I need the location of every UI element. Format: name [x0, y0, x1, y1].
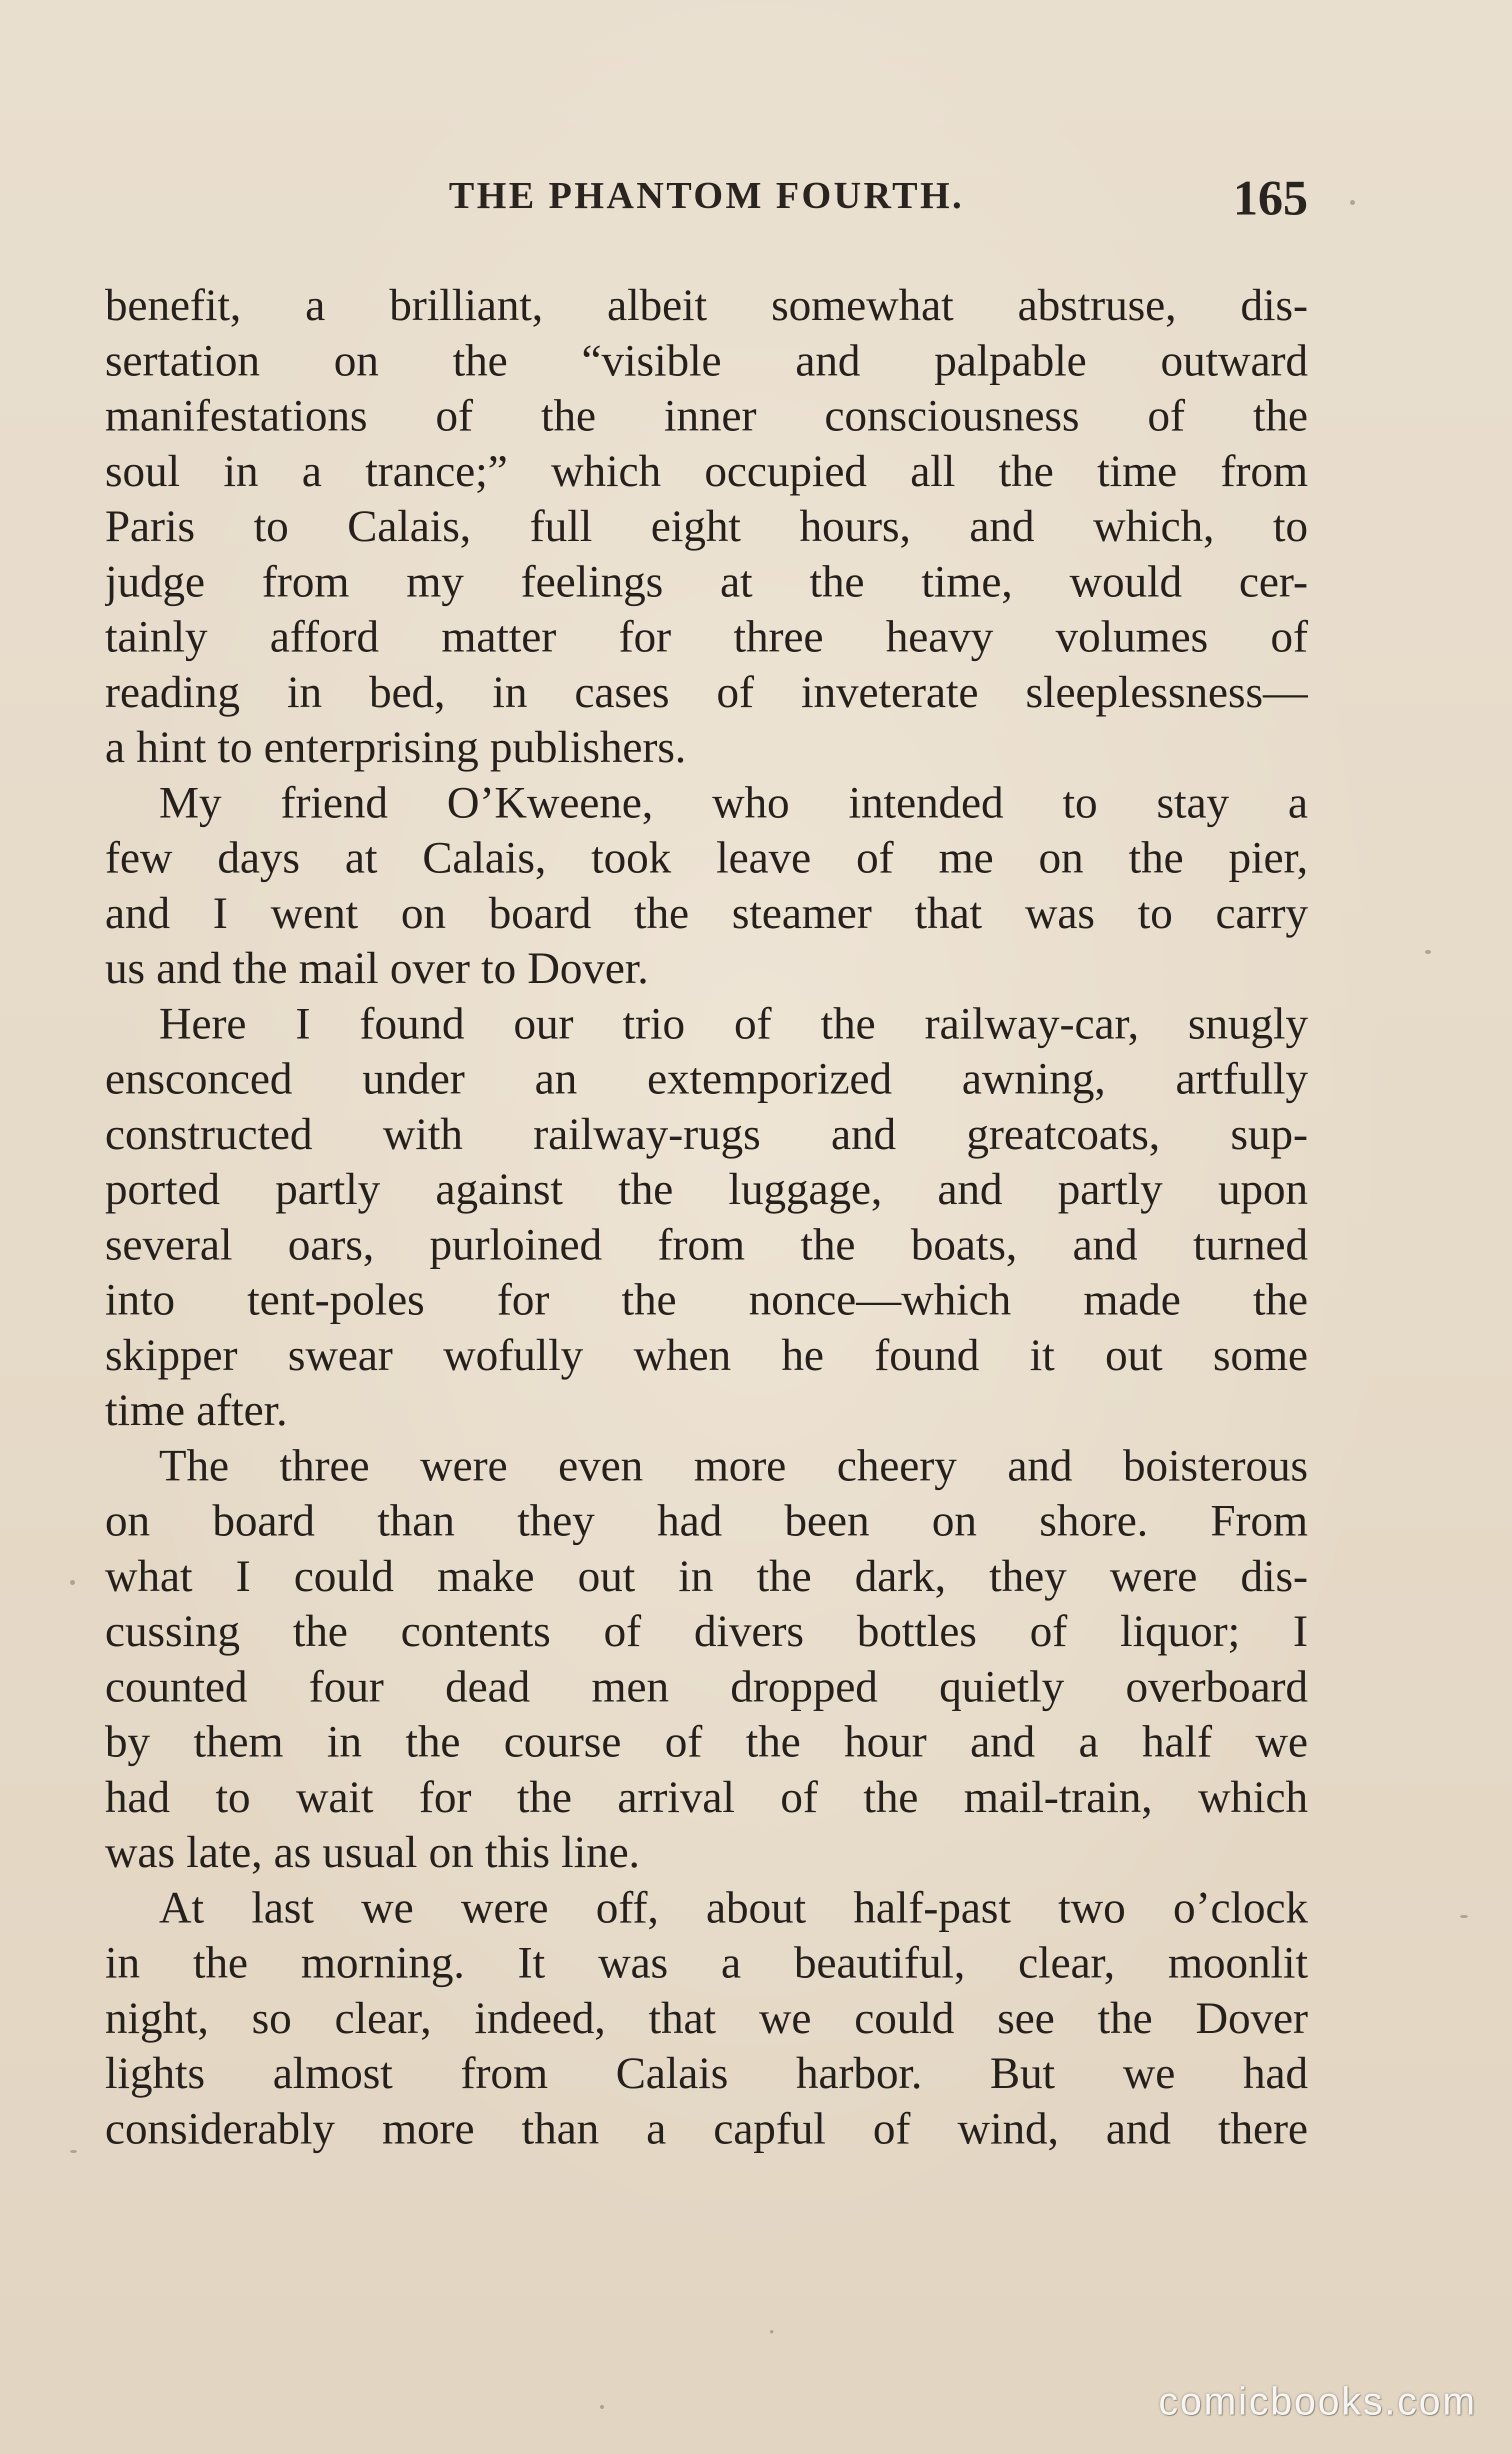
text-line: was late, as usual on this line.	[105, 1828, 640, 1877]
text-line: a hint to enterprising publishers.	[105, 722, 686, 772]
paper-speck	[600, 2405, 604, 2409]
text-line: in the morning. It was a beautiful, clear, moonlit	[105, 1938, 1308, 1988]
text-line: judge from my feelings at the time, would cer-	[105, 556, 1308, 606]
text-line: reading in bed, in cases of inveterate sleeplessness—	[105, 667, 1308, 717]
text-line: manifestations of the inner consciousness of the	[105, 391, 1308, 440]
text-line: cussing the contents of divers bottles of liquor; I	[105, 1606, 1308, 1656]
text-line: lights almost from Calais harbor. But we had	[105, 2048, 1308, 2098]
text-line: ensconced under an extemporized awning, artfully	[105, 1054, 1308, 1104]
text-line: counted four dead men dropped quietly overboard	[105, 1662, 1308, 1712]
paper-speck	[770, 2330, 774, 2334]
paper-speck	[70, 1580, 75, 1585]
text-line: sertation on the “visible and palpable outward	[105, 336, 1308, 386]
text-line: benefit, a brilliant, albeit somewhat abstruse, dis-	[105, 280, 1308, 330]
text-line: on board than they had been on shore. From	[105, 1496, 1308, 1546]
body-text	[105, 278, 1308, 2156]
text-line: Paris to Calais, full eight hours, and which, to	[105, 502, 1308, 551]
text-line: ported partly against the luggage, and partly upon	[105, 1164, 1308, 1214]
paper-speck	[1350, 200, 1355, 205]
watermark-logo: comicbooks.com	[1158, 2379, 1477, 2423]
paragraph-5	[105, 1880, 1308, 2157]
paper-speck	[1460, 1915, 1468, 1918]
text-line: Here I found our trio of the railway-car, snugly	[159, 998, 1308, 1048]
page-number: 165	[1233, 170, 1308, 226]
text-line: us and the mail over to Dover.	[105, 944, 649, 993]
text-line: several oars, purloined from the boats, and turned	[105, 1220, 1308, 1270]
paper-speck	[70, 2150, 77, 2153]
text-line: time after.	[105, 1386, 288, 1435]
text-line: constructed with railway-rugs and greatcoats, sup-	[105, 1109, 1308, 1159]
text-line: The three were even more cheery and boisterous	[159, 1440, 1308, 1490]
paragraph-1	[105, 278, 1308, 776]
paper-speck	[1425, 950, 1431, 954]
text-line: and I went on board the steamer that was to carry	[105, 888, 1308, 938]
running-head: THE PHANTOM FOURTH.	[448, 174, 964, 216]
text-line: had to wait for the arrival of the mail-train, which	[105, 1772, 1308, 1822]
text-line: considerably more than a capful of wind, and there	[105, 2104, 1308, 2154]
paragraph-4	[105, 1438, 1308, 1880]
text-line: tainly afford matter for three heavy volumes of	[105, 612, 1308, 662]
text-line: My friend O’Kweene, who intended to stay a	[159, 778, 1308, 828]
text-line: what I could make out in the dark, they were dis-	[105, 1551, 1308, 1601]
text-line: by them in the course of the hour and a half we	[105, 1717, 1308, 1766]
text-line: night, so clear, indeed, that we could see the Dover	[105, 1993, 1308, 2043]
text-line: skipper swear wofully when he found it out some	[105, 1330, 1308, 1380]
text-line: into tent-poles for the nonce—which made the	[105, 1275, 1308, 1324]
text-line: few days at Calais, took leave of me on the pier,	[105, 833, 1308, 882]
page-header	[105, 170, 1308, 234]
paragraph-3	[105, 996, 1308, 1438]
text-line: At last we were off, about half-past two o’clock	[159, 1882, 1308, 1932]
paragraph-2	[105, 776, 1308, 996]
text-line: soul in a trance;” which occupied all the time from	[105, 446, 1308, 496]
